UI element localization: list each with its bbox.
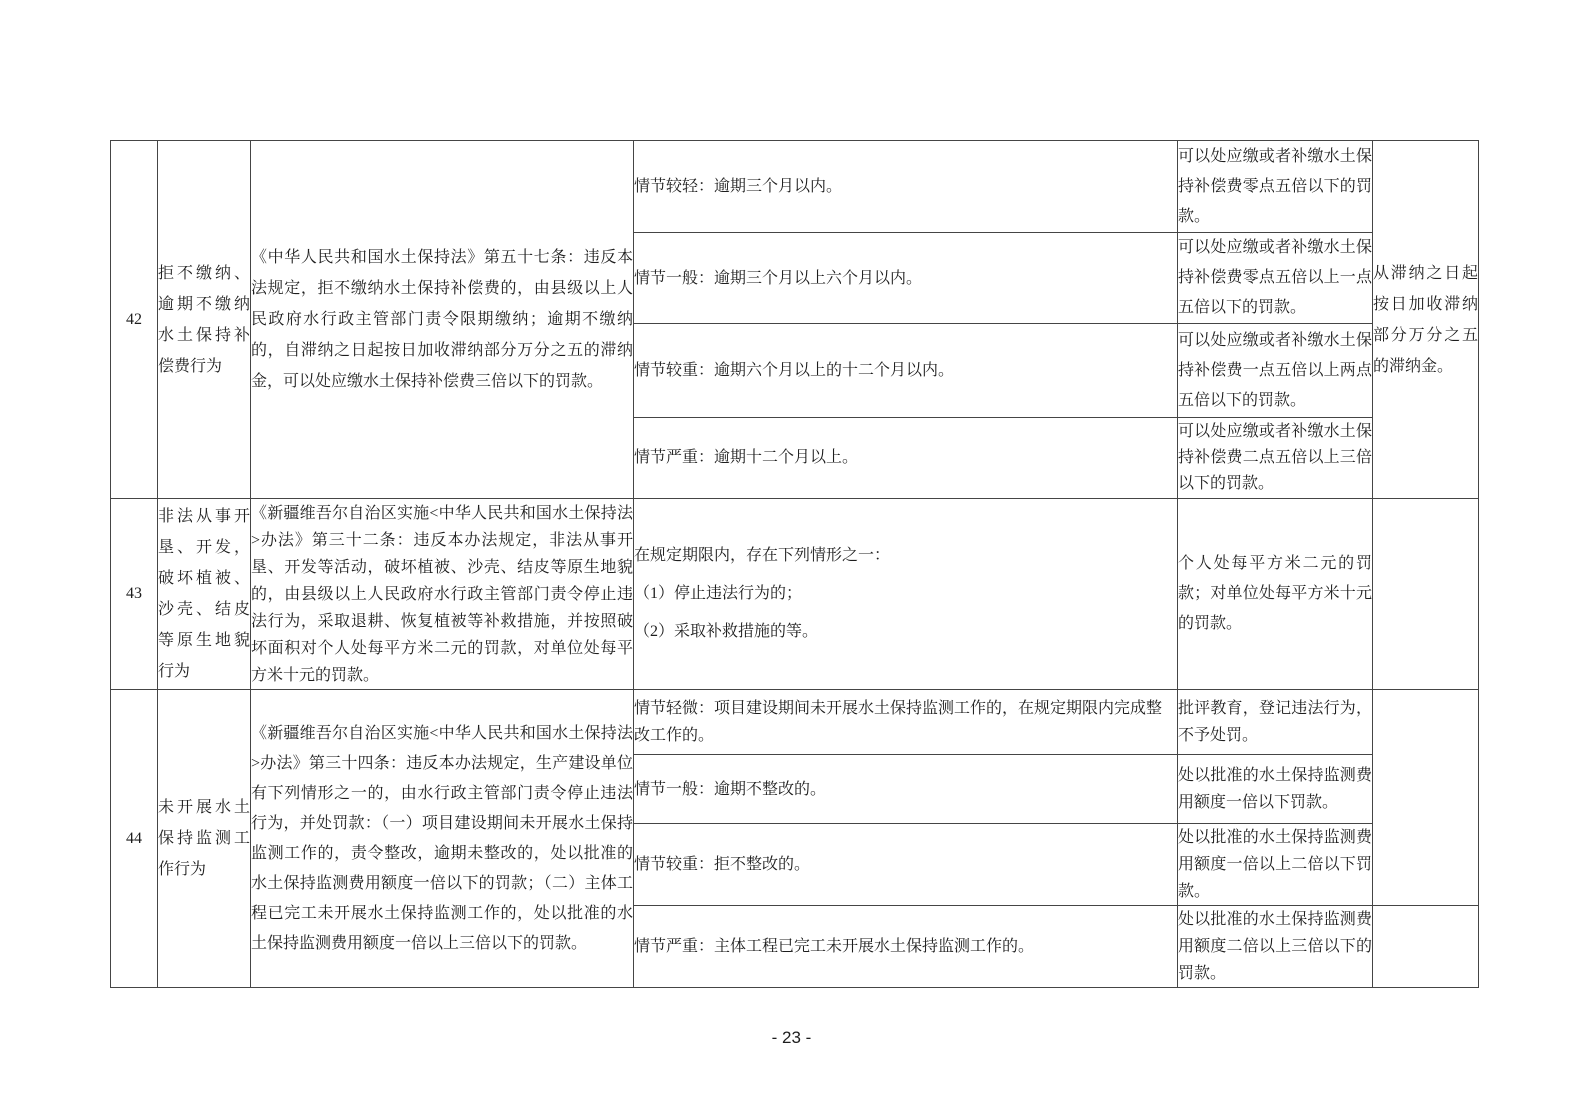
- row-42-remark-cell: [1373, 141, 1479, 499]
- circumstance-text: 情节轻微：项目建设期间未开展水土保持监测工作的，在规定期限内完成整改工作的。: [634, 700, 1163, 744]
- row-44-penalty-1: [1178, 690, 1373, 755]
- circumstance-text: 情节较轻：逾期三个月以内。: [634, 178, 843, 195]
- row-42-circumstance-2: [634, 233, 1178, 324]
- circumstance-text: 情节较重：逾期六个月以上的十二个月以内。: [634, 362, 955, 379]
- row-42-penalty-2: [1178, 233, 1373, 324]
- circumstance-line: （2）采取补救措施的等。: [634, 623, 819, 640]
- row-44-circumstance-1: [634, 690, 1178, 755]
- row-44-remark-cell: [1373, 690, 1479, 906]
- row-43-legal-basis-text: 《新疆维吾尔自治区实施<中华人民共和国水土保持法>办法》第三十二条：违反本办法规定，非法从事开垦、开发等活动，破坏植被、沙壳、结皮等原生地貌的，由县级以上人民政府水行政主管部门责令停止违法行为，采取退耕、恢复植被等补救措施，并按照破坏面积对个人处每平方米二元的罚款，对单位处每平方米十元的罚款。: [251, 504, 633, 684]
- row-42-legal-basis-text: 《中华人民共和国水土保持法》第五十七条：违反本法规定，拒不缴纳水土保持补偿费的，由县级以上人民政府水行政主管部门责令限期缴纳；逾期不缴纳的，自滞纳之日起按日加收滞纳部分万分之五的滞纳金，可以处应缴水土保持补偿费三倍以下的罚款。: [251, 249, 633, 390]
- penalty-text: 可以处应缴或者补缴水土保持补偿费零点五倍以下的罚款。: [1178, 147, 1372, 225]
- row-43-legal-basis-cell: [251, 499, 634, 690]
- row-42-legal-basis-cell: [251, 141, 634, 499]
- penalty-text: 处以批准的水土保持监测费用额度一倍以下罚款。: [1178, 767, 1372, 811]
- penalty-text: 批评教育，登记违法行为，不予处罚。: [1178, 700, 1372, 744]
- row-44-behavior-cell: [158, 690, 251, 988]
- row-43-number: 43: [111, 499, 158, 690]
- row-44-penalty-3: [1178, 824, 1373, 906]
- circumstance-line: （1）停止违法行为的；: [634, 585, 803, 602]
- row-42-penalty-3: [1178, 324, 1373, 418]
- row-44-number: 44: [111, 690, 158, 988]
- row-43-behavior-cell: [158, 499, 251, 690]
- circumstance-text: 情节严重：逾期十二个月以上。: [634, 449, 859, 466]
- row-43-circumstance-cell: [634, 499, 1178, 690]
- penalty-text: 可以处应缴或者补缴水土保持补偿费零点五倍以上一点五倍以下的罚款。: [1178, 239, 1372, 316]
- penalty-text: 处以批准的水土保持监测费用额度二倍以上三倍以下的罚款。: [1178, 911, 1372, 982]
- row-44-penalty-4: [1178, 906, 1373, 988]
- row-44-circumstance-4: [634, 906, 1178, 988]
- row-44-remark-cell-2: [1373, 906, 1479, 988]
- penalty-text: 个人处每平方米二元的罚款；对单位处每平方米十元的罚款。: [1178, 555, 1372, 632]
- row-42-behavior-text: 拒不缴纳、逾期不缴纳水土保持补偿费行为: [158, 264, 250, 375]
- penalty-text: 可以处应缴或者补缴水土保持补偿费一点五倍以上两点五倍以下的罚款。: [1178, 331, 1372, 409]
- circumstance-text: 情节较重：拒不整改的。: [634, 856, 811, 873]
- circumstance-text: 情节严重：主体工程已完工未开展水土保持监测工作的。: [634, 938, 1035, 955]
- circumstance-text: 情节一般：逾期不整改的。: [634, 780, 827, 798]
- row-42-penalty-1: [1178, 141, 1373, 233]
- circumstance-line: 在规定期限内，存在下列情形之一：: [634, 547, 891, 564]
- penalty-text: 处以批准的水土保持监测费用额度一倍以上二倍以下罚款。: [1178, 829, 1372, 900]
- row-44-legal-basis-text: 《新疆维吾尔自治区实施<中华人民共和国水土保持法>办法》第三十四条：违反本办法规定，生产建设单位有下列情形之一的，由水行政主管部门责令停止违法行为，并处罚款：（一）项目建设期间未开展水土保持监测工作的，责令整改，逾期未整改的，处以批准的水土保持监测费用额度一倍以下的罚款；（二）主体工程已完工未开展水土保持监测工作的，处以批准的水土保持监测费用额度一倍以上三倍以下的罚款。: [251, 724, 633, 952]
- row-42-circumstance-3: [634, 324, 1178, 418]
- page-number: - 23 -: [771, 1028, 812, 1047]
- row-42-circumstance-4: [634, 418, 1178, 499]
- row-42-circumstance-1: [634, 141, 1178, 233]
- penalty-provisions-table: [110, 140, 1479, 988]
- row-43-remark-cell: [1373, 499, 1479, 690]
- circumstance-text: 情节一般：逾期三个月以上六个月以内。: [634, 269, 923, 287]
- row-43-behavior-text: 非法从事开垦、开发，破坏植被、沙壳、结皮等原生地貌行为: [158, 508, 250, 680]
- row-42-number: 42: [111, 141, 158, 499]
- row-42-penalty-4: [1178, 418, 1373, 499]
- row-44-legal-basis-cell: [251, 690, 634, 988]
- row-44-penalty-2: [1178, 755, 1373, 824]
- row-44-circumstance-2: [634, 755, 1178, 824]
- row-44-circumstance-3: [634, 824, 1178, 906]
- penalty-text: 可以处应缴或者补缴水土保持补偿费二点五倍以上三倍以下的罚款。: [1178, 423, 1372, 492]
- row-42-behavior-cell: [158, 141, 251, 499]
- row-43-penalty-cell: [1178, 499, 1373, 690]
- row-44-behavior-text: 未开展水土保持监测工作行为: [158, 799, 250, 878]
- row-42-remark-text: 从滞纳之日起按日加收滞纳部分万分之五的滞纳金。: [1373, 264, 1478, 375]
